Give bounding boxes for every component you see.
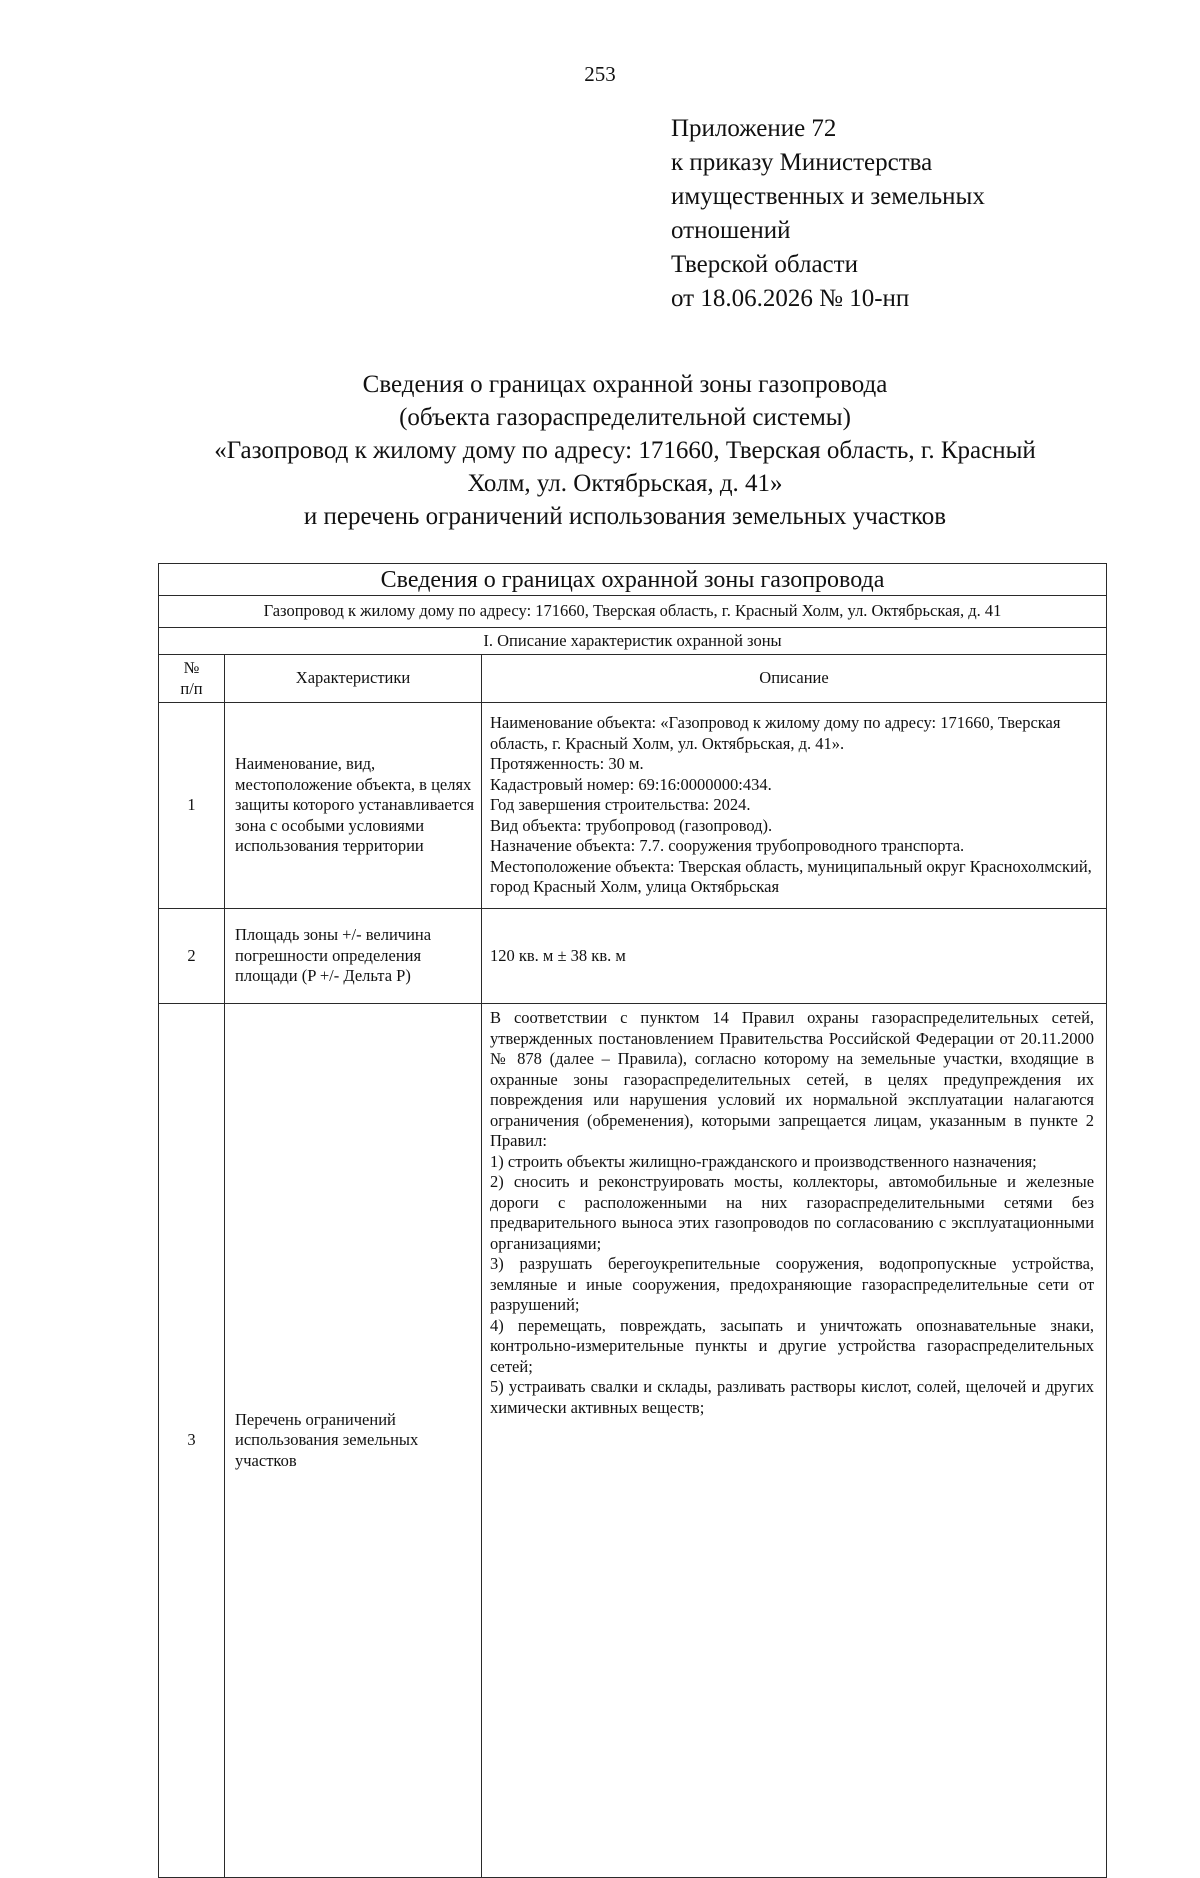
- appendix-line: от 18.06.2026 № 10-нп: [671, 285, 910, 312]
- appendix-line: к приказу Министерства: [671, 149, 933, 176]
- section-title: I. Описание характеристик охранной зоны: [159, 628, 1107, 655]
- description-line: 120 кв. м ± 38 кв. м: [490, 945, 626, 965]
- document-title: [100, 368, 1150, 533]
- row-characteristic-text: Наименование, вид, местоположение объекта, в целях защиты которого устанавливается зона с особыми условиями использования территории: [235, 754, 475, 856]
- title-line: Сведения о границах охранной зоны газопровода: [362, 371, 888, 398]
- column-header-num-line2: п/п: [180, 678, 203, 698]
- title-line: Холм, ул. Октябрьская, д. 41»: [467, 470, 783, 497]
- description-line: Вид объекта: трубопровод (газопровод).: [490, 815, 773, 835]
- title-line: «Газопровод к жилому дому по адресу: 171660, Тверская область, г. Красный: [214, 437, 1036, 464]
- appendix-block: [671, 112, 1151, 316]
- description-line: Местоположение объекта: Тверская область, муниципальный округ Краснохолмский, город Красный Холм, улица Октябрьская: [490, 856, 1092, 897]
- title-line: и перечень ограничений использования земельных участков: [303, 503, 947, 530]
- row-characteristic: [225, 909, 482, 1004]
- column-header-description: Описание: [482, 655, 1107, 703]
- appendix-line: Тверской области: [671, 251, 858, 278]
- description-line: В соответствии с пунктом 14 Правил охраны газораспределительных сетей, утвержденных постановлением Правительства Российской Федерации от 20.11.2000 № 878 (далее – Правила), согласно которому на земельные участки, входящие в охранные зоны газораспределительных сетей, в целях предупреждения их повреждения или нарушения условий их нормальной эксплуатации налагаются ограничения (обременения), которыми запрещается лицам, указанным в пункте 2 Правил:: [490, 1008, 1095, 1150]
- table-main-header: Сведения о границах охранной зоны газопровода: [159, 564, 1107, 596]
- row-number: 2: [159, 909, 225, 1004]
- appendix-line: имущественных и земельных: [671, 183, 985, 210]
- row-characteristic: [225, 703, 482, 909]
- description-line: Наименование объекта: «Газопровод к жилому дому по адресу: 171660, Тверская область, г. Красный Холм, ул. Октябрьская, д. 41».: [490, 713, 1061, 753]
- row-characteristic-text: Площадь зоны +/- величина погрешности определения площади (P +/- Дельта P): [235, 925, 432, 986]
- row-number: 1: [159, 703, 225, 909]
- table-row: [159, 909, 1107, 1004]
- column-header-num-line1: №: [183, 658, 200, 677]
- description-line: 1) строить объекты жилищно-гражданского и производственного назначения;: [490, 1151, 1037, 1171]
- appendix-line: Приложение 72: [671, 115, 837, 142]
- appendix-line: отношений: [671, 217, 791, 244]
- description-line: Протяженность: 30 м.: [490, 754, 644, 774]
- description-line: Год завершения строительства: 2024.: [490, 795, 751, 815]
- table-row: [159, 703, 1107, 909]
- column-header-num: [159, 655, 225, 703]
- protection-zone-table: [158, 563, 1107, 1878]
- row-description: [482, 703, 1107, 909]
- description-line: 2) сносить и реконструировать мосты, коллекторы, автомобильные и железные дороги с расположенными на них газораспределительными сетями без предварительного выноса этих газопроводов по согласованию с эксплуатационными организациями;: [490, 1172, 1095, 1253]
- description-line: 5) устраивать свалки и склады, разливать растворы кислот, солей, щелочей и других химически активных веществ;: [490, 1377, 1095, 1417]
- row-description: [482, 1004, 1107, 1878]
- description-line: 3) разрушать берегоукрепительные сооружения, водопропускные устройства, земляные и иные сооружения, предохраняющие газораспределительные сети от разрушений;: [490, 1254, 1095, 1314]
- page-number: 253: [584, 62, 616, 86]
- description-line: Кадастровый номер: 69:16:0000000:434.: [490, 774, 772, 794]
- description-line: 4) перемещать, повреждать, засыпать и уничтожать опознавательные знаки, контрольно-измерительные пункты и другие устройства газораспределительных сетей;: [490, 1315, 1095, 1376]
- description-line: Назначение объекта: 7.7. сооружения трубопроводного транспорта.: [490, 836, 965, 856]
- row-description: [482, 909, 1107, 1004]
- row-characteristic: [225, 1004, 482, 1878]
- row-number: 3: [159, 1004, 225, 1878]
- table-row: [159, 1004, 1107, 1878]
- row-characteristic-text: Перечень ограничений использования земельных участков: [235, 1409, 419, 1470]
- table-sub-header: Газопровод к жилому дому по адресу: 171660, Тверская область, г. Красный Холм, ул. Октябрьская, д. 41: [159, 596, 1107, 628]
- title-line: (объекта газораспределительной системы): [399, 404, 851, 431]
- column-header-characteristics: Характеристики: [225, 655, 482, 703]
